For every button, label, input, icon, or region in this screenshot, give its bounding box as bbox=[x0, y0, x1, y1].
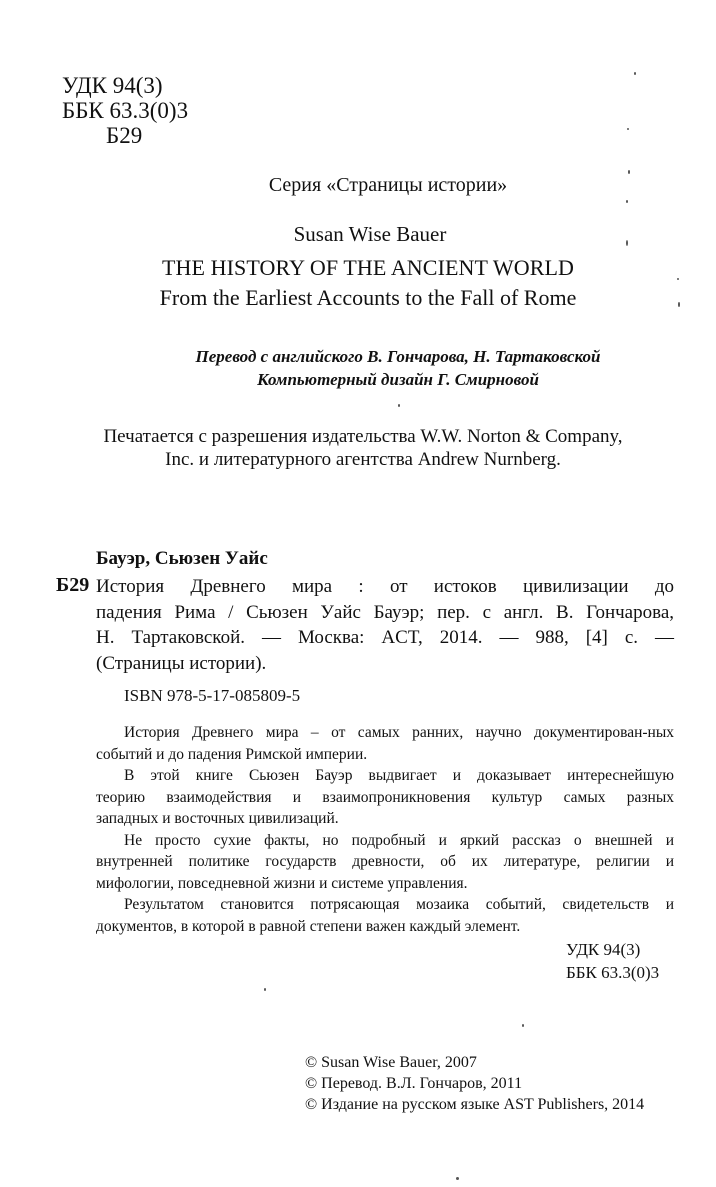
annotation-line: теорию взаимодействия и взаимопроникновения культур самых разных bbox=[96, 788, 674, 806]
scan-speck bbox=[626, 200, 628, 203]
scan-speck bbox=[398, 404, 400, 407]
udk-code: УДК 94(3) bbox=[566, 940, 641, 959]
author-sign: Б29 bbox=[106, 123, 143, 148]
catalog-author-mark: Б29 bbox=[56, 574, 90, 596]
annotation-paragraph bbox=[96, 894, 674, 937]
annotation-paragraph bbox=[96, 765, 674, 830]
permission-line: Inc. и литературного агентства Andrew Nurnberg. bbox=[165, 449, 561, 470]
scan-speck bbox=[522, 1024, 524, 1027]
original-title: THE HISTORY OF THE ANCIENT WORLD bbox=[161, 255, 575, 280]
annotation bbox=[96, 722, 674, 937]
annotation-line: документов, в которой в равной степени важен каждый элемент. bbox=[96, 917, 521, 935]
original-author: Susan Wise Bauer bbox=[293, 222, 447, 246]
copyright-line: © Susan Wise Bauer, 2007 bbox=[305, 1054, 477, 1071]
scan-speck bbox=[628, 170, 630, 174]
credit-line: Перевод с английского В. Гончарова, Н. Тартаковской bbox=[195, 347, 601, 366]
bbk-code: ББК 63.3(0)3 bbox=[62, 98, 189, 123]
description-line: Н. Тартаковской. — Москва: ACT, 2014. — 988, [4] с. — bbox=[96, 627, 674, 648]
scan-speck bbox=[264, 988, 266, 991]
scan-speck bbox=[627, 128, 629, 130]
description-line: падения Рима / Сьюзен Уайс Бауэр; пер. с англ. В. Гончарова, bbox=[96, 601, 674, 623]
classification-codes-top bbox=[62, 73, 188, 148]
scan-speck bbox=[678, 302, 680, 307]
translation-credits bbox=[0, 345, 716, 391]
permission-notice bbox=[0, 425, 716, 471]
description-line: (Страницы истории). bbox=[96, 652, 267, 674]
annotation-line: внутренней политике государств древности, об их литературе, религии и bbox=[96, 853, 674, 870]
copyright-line: © Перевод. В.Л. Гончаров, 2011 bbox=[305, 1075, 523, 1092]
isbn: ISBN 978-5-17-085809-5 bbox=[124, 686, 301, 705]
annotation-line: В этой книге Сьюзен Бауэр выдвигает и доказывает интереснейшую bbox=[124, 767, 674, 784]
udk-code: УДК 94(3) bbox=[62, 73, 163, 98]
scan-speck bbox=[634, 72, 636, 75]
annotation-paragraph bbox=[96, 830, 674, 895]
annotation-line: событий и до падения Римской империи. bbox=[96, 745, 368, 763]
annotation-line: Результатом становится потрясающая мозаика событий, свидетельств и bbox=[124, 896, 674, 913]
catalog-description bbox=[96, 574, 674, 676]
annotation-line: мифологии, повседневной жизни и системе управления. bbox=[96, 874, 468, 892]
credit-line: Компьютерный дизайн Г. Смирновой bbox=[257, 370, 539, 389]
copyright-line: © Издание на русском языке AST Publishers, 2014 bbox=[305, 1096, 645, 1113]
catalog-author-heading: Бауэр, Сьюзен Уайс bbox=[96, 548, 268, 569]
scan-speck bbox=[456, 1177, 459, 1180]
original-subtitle: From the Earliest Accounts to the Fall of Rome bbox=[159, 285, 577, 310]
annotation-paragraph bbox=[96, 722, 674, 765]
scan-speck bbox=[677, 278, 679, 280]
series-title: Серия «Страницы истории» bbox=[268, 174, 508, 196]
annotation-line: История Древнего мира – от самых ранних, научно документирован-ных bbox=[124, 724, 674, 741]
scan-speck bbox=[626, 240, 628, 246]
description-line: История Древнего мира : от истоков цивилизации до bbox=[96, 576, 674, 597]
annotation-line: Не просто сухие факты, но подробный и яркий рассказ о внешней и bbox=[124, 831, 674, 849]
bbk-code: ББК 63.3(0)3 bbox=[566, 963, 660, 982]
annotation-line: западных и восточных цивилизаций. bbox=[96, 810, 339, 827]
copyright-block bbox=[305, 1052, 644, 1115]
classification-codes-bottom bbox=[566, 938, 659, 984]
permission-line: Печатается с разрешения издательства W.W. Norton & Company, bbox=[103, 426, 623, 447]
